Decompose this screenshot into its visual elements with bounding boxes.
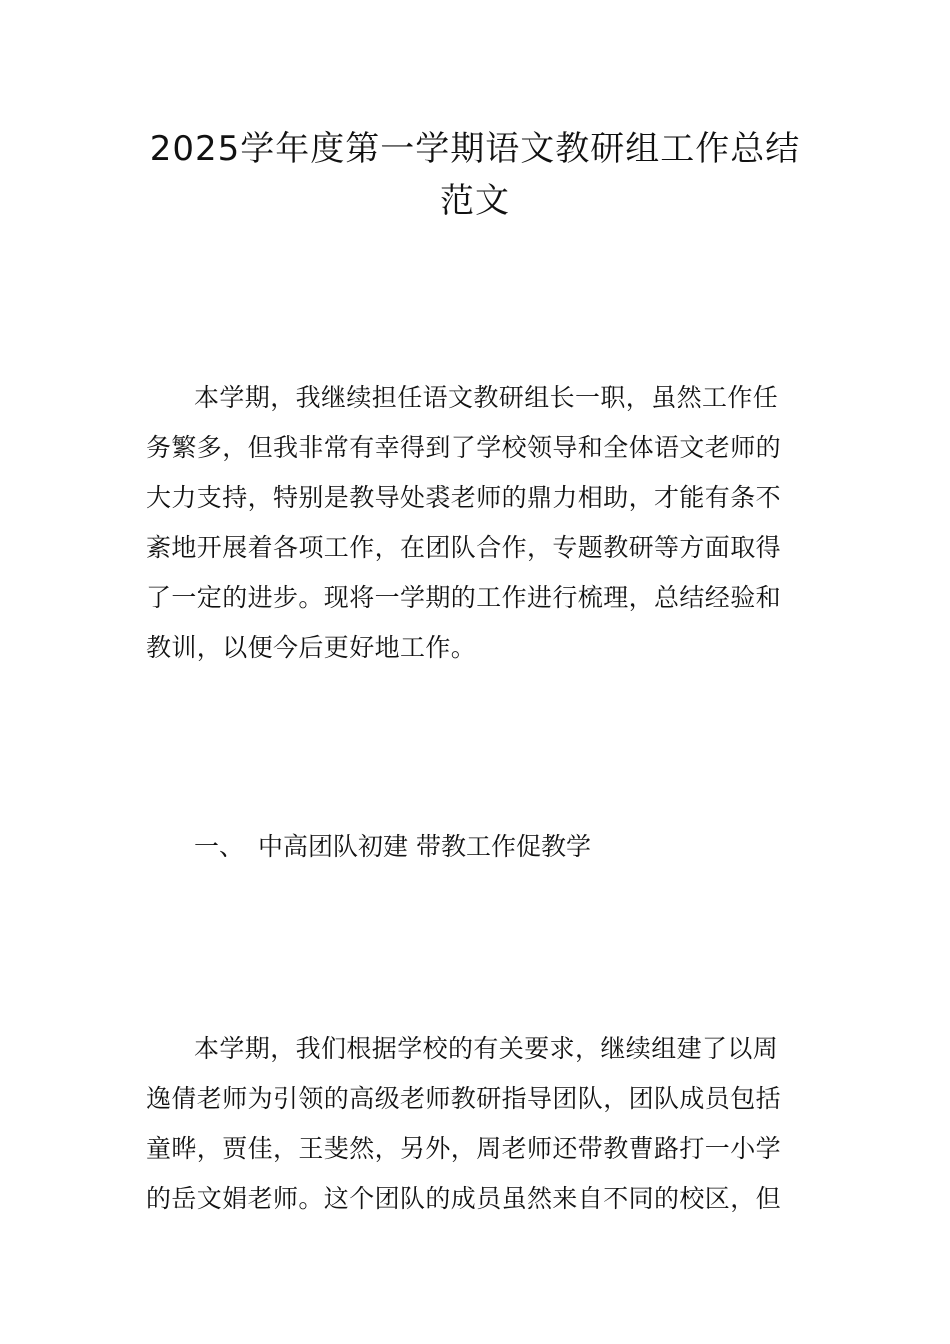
document-title-continued: 范文 xyxy=(440,181,510,221)
intro-paragraph-line: 了一定的进步。现将一学期的工作进行梳理，总结经验和 xyxy=(146,583,782,612)
section-number: 一、 xyxy=(194,832,245,861)
intro-paragraph-line: 务繁多，但我非常有幸得到了学校领导和全体语文老师的 xyxy=(146,433,782,462)
intro-paragraph-line: 大力支持，特别是教导处裘老师的鼎力相助，才能有条不 xyxy=(146,483,782,512)
section-heading xyxy=(194,822,591,872)
section-paragraph-line: 逸倩老师为引领的高级老师教研指导团队，团队成员包括 xyxy=(146,1084,782,1113)
section-paragraph-line: 童晔，贾佳，王斐然，另外，周老师还带教曹路打一小学 xyxy=(146,1134,782,1163)
section-paragraph-line: 的岳文娟老师。这个团队的成员虽然来自不同的校区，但 xyxy=(146,1184,782,1213)
section-paragraph-line: 本学期，我们根据学校的有关要求，继续组建了以周 xyxy=(194,1034,779,1063)
intro-paragraph-line: 本学期，我继续担任语文教研组长一职，虽然工作任 xyxy=(194,383,779,412)
section-title: 中高团队初建 带教工作促教学 xyxy=(258,832,591,861)
document-title: 2025学年度第一学期语文教研组工作总结 xyxy=(149,129,801,169)
intro-paragraph-line: 教训，以便今后更好地工作。 xyxy=(146,633,477,662)
intro-paragraph-line: 紊地开展着各项工作，在团队合作，专题教研等方面取得 xyxy=(146,533,782,562)
